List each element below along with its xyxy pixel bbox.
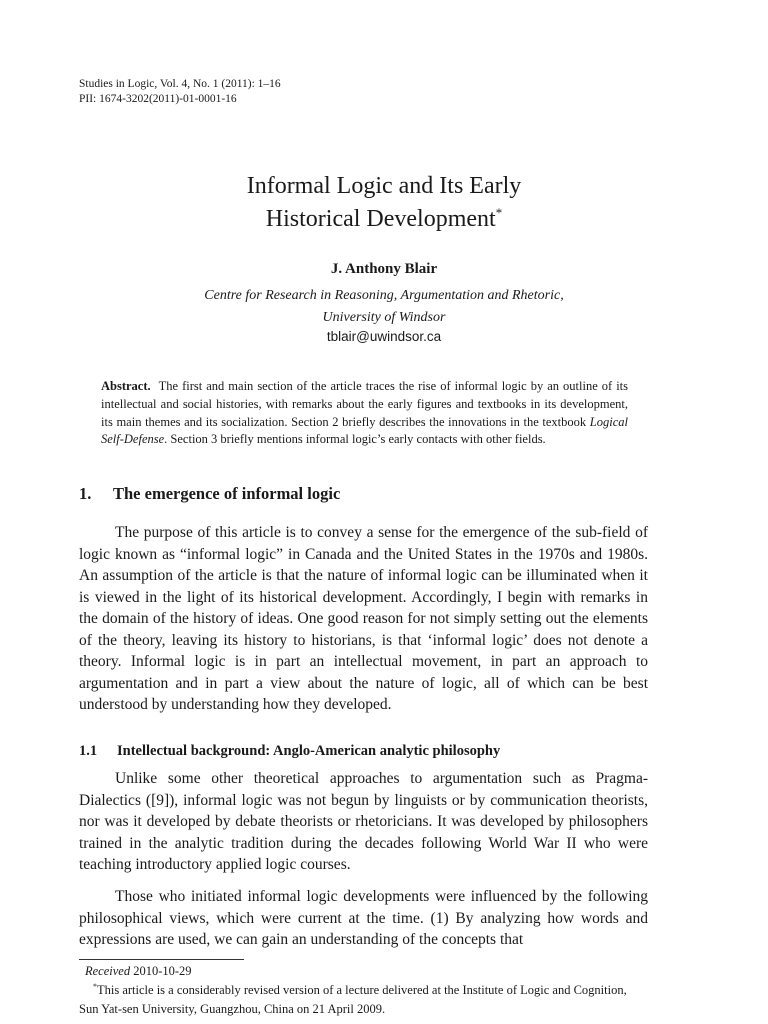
- footnote-text: [79, 981, 649, 1019]
- title-line-1: Informal Logic and Its Early: [246, 173, 522, 199]
- title-line-2-text: Historical Development: [265, 206, 496, 232]
- section-1-title: The emergence of informal logic: [113, 484, 341, 503]
- received-date: 2010-10-29: [133, 964, 192, 978]
- title-line-2: [0, 203, 768, 236]
- footnote-body: This article is a considerably revised version of a lecture delivered at the Institute of Logic and Cognition, Sun Yat-sen University, Guangzhou, China on 21 April 2009.: [79, 983, 627, 1016]
- section-1-heading: [79, 484, 340, 504]
- journal-citation: Studies in Logic, Vol. 4, No. 1 (2011): 1–16: [79, 78, 281, 90]
- section-1-1-paragraph-1: Unlike some other theoretical approaches to argumentation such as Pragma-Dialectics ([9]), informal logic was not begun by linguists or by communication theorists, nor was it developed by debate theorists or rhetoricians. It was developed by philosophers trained in the analytic tradition during the decades following World War II who were teaching introductory applied logic courses.: [79, 770, 648, 873]
- affiliation-line-1: Centre for Research in Reasoning, Argumentation and Rhetoric,: [204, 288, 564, 303]
- footnote-mark: *: [93, 981, 97, 991]
- section-1-1-paragraph-2: Those who initiated informal logic developments were influenced by the following philosophical views, which were current at the time. (1) By analyzing how words and expressions are used, we can gain an understanding of the concepts that: [79, 888, 648, 948]
- journal-header: [79, 77, 281, 107]
- received-label: Received: [85, 964, 131, 978]
- footnotes: [79, 962, 649, 1019]
- abstract-text-2: . Section 3 briefly mentions informal logic’s early contacts with other fields.: [164, 432, 546, 447]
- section-1-paragraph: The purpose of this article is to convey a sense for the emergence of the sub-field of logic known as “informal logic” in Canada and the United States in the 1970s and 1980s. An assumption of the article is that the nature of informal logic can be illuminated when it is viewed in the light of its historical development. Accordingly, I begin with remarks in the domain of the history of ideas. One good reason for not simply setting out the elements of the theory, leaving its history to historians, is that ‘informal logic’ does not denote a theory. Informal logic is in part an intellectual movement, in part an approach to argumentation and in part a view about the nature of logic, all of which can be best understood by understanding how they developed.: [79, 524, 648, 713]
- pii-line: PII: 1674-3202(2011)-01-0001-16: [79, 93, 237, 105]
- title-footnote-mark[interactable]: *: [495, 205, 503, 220]
- footnote-divider: [79, 959, 244, 960]
- abstract-label: Abstract.: [101, 379, 151, 393]
- abstract-book-title: Logical Self-Defense: [101, 414, 628, 447]
- section-1-1-number: 1.1: [79, 743, 98, 759]
- affiliation-line-2: University of Windsor: [322, 310, 446, 325]
- author-affiliation: [0, 285, 768, 329]
- section-1-1-title: Intellectual background: Anglo-American analytic philosophy: [117, 743, 501, 759]
- abstract: [101, 378, 628, 449]
- section-1-number: 1.: [79, 484, 92, 503]
- article-title: [0, 170, 768, 236]
- author-name: J. Anthony Blair: [330, 261, 438, 277]
- author-email[interactable]: tblair@uwindsor.ca: [326, 329, 442, 344]
- section-1-1-heading: [79, 743, 500, 760]
- section-1-1-body: [79, 768, 648, 876]
- received-date-line: [79, 962, 649, 981]
- section-1-1-body-continued: [79, 886, 648, 951]
- abstract-text-1: The first and main section of the article traces the rise of informal logic by an outline of its intellectual and social histories, with remarks about the early figures and textbooks in its development, its main themes and its socialization. Section 2 briefly describes the innovations in the textbook: [101, 379, 628, 429]
- section-1-body: [79, 522, 648, 716]
